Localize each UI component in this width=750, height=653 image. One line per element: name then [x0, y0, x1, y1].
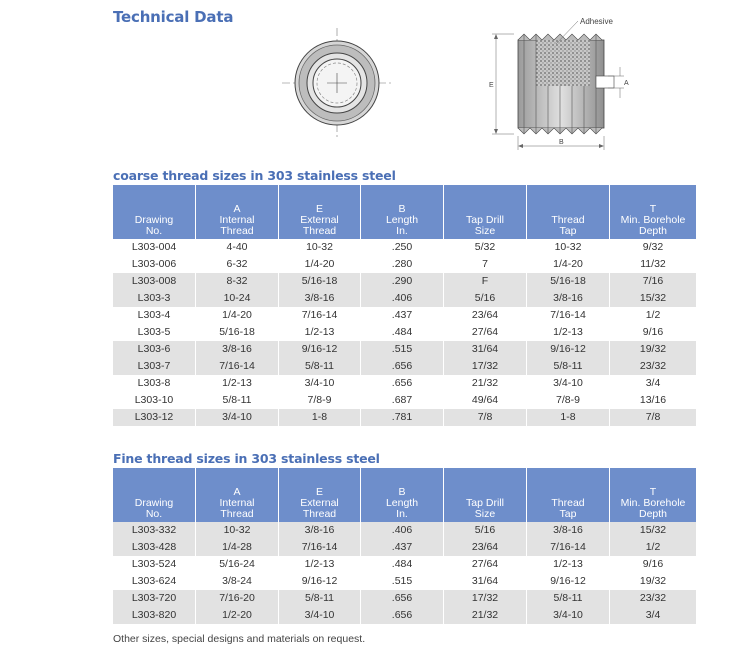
table-cell: 15/32	[610, 290, 696, 307]
table-row	[113, 539, 696, 556]
table-row	[113, 256, 696, 273]
table-cell: .687	[361, 392, 444, 409]
table-cell: .250	[361, 239, 444, 256]
column-header	[279, 185, 361, 239]
table-cell: 7/16-14	[196, 358, 279, 375]
column-header	[444, 185, 527, 239]
table-cell: .290	[361, 273, 444, 290]
table-cell: 7/16-14	[279, 307, 361, 324]
table-cell: 1/2	[610, 539, 696, 556]
table-cell: 1/2-13	[527, 324, 610, 341]
table-cell: 21/32	[444, 607, 527, 624]
column-header-line: Size	[474, 508, 496, 520]
column-header	[113, 185, 196, 239]
table-cell: 5/32	[444, 239, 527, 256]
dimension-e-label: E	[489, 82, 494, 89]
table-row	[113, 392, 696, 409]
table-row	[113, 607, 696, 624]
table-cell: 1/4-20	[279, 256, 361, 273]
table-cell: .280	[361, 256, 444, 273]
column-header-line: Internal	[219, 214, 255, 226]
table-cell: 7/16-14	[527, 539, 610, 556]
table-cell: 3/8-16	[279, 522, 361, 539]
table-cell: 3/8-24	[196, 573, 279, 590]
adhesive-label: Adhesive	[580, 17, 613, 26]
column-header	[196, 468, 279, 522]
coarse-thread-table	[113, 185, 696, 426]
table-cell: L303-8	[113, 375, 196, 392]
table-cell: 8-32	[196, 273, 279, 290]
column-header-line: Min. Borehole	[620, 214, 686, 226]
table-row	[113, 307, 696, 324]
table-cell: .656	[361, 607, 444, 624]
table-cell: 3/4	[610, 607, 696, 624]
table-cell: .406	[361, 522, 444, 539]
table-cell: L303-524	[113, 556, 196, 573]
table-cell: 31/64	[444, 573, 527, 590]
table-row	[113, 358, 696, 375]
column-header-line: External	[300, 497, 339, 509]
table-cell: 7	[444, 256, 527, 273]
table-cell: L303-008	[113, 273, 196, 290]
fine-section-title: Fine thread sizes in 303 stainless steel	[113, 451, 380, 466]
column-header	[527, 185, 610, 239]
table-row	[113, 573, 696, 590]
table-cell: 10-32	[279, 239, 361, 256]
column-header-line: Thread	[220, 225, 254, 237]
dimension-a-label: A	[624, 80, 629, 87]
table-cell: 21/32	[444, 375, 527, 392]
table-cell: 3/8-16	[196, 341, 279, 358]
column-header-line: Thread	[302, 225, 337, 237]
table-cell: 5/8-11	[279, 358, 361, 375]
table-cell: 5/16-18	[279, 273, 361, 290]
table-cell: .656	[361, 590, 444, 607]
table-cell: 7/8-9	[279, 392, 361, 409]
table-cell: 7/16	[610, 273, 696, 290]
column-header-line: Depth	[638, 225, 668, 237]
column-header-line: Thread	[551, 497, 585, 509]
insert-front-view-drawing	[282, 28, 392, 138]
coarse-table-body	[113, 239, 696, 426]
dimension-b-label: B	[559, 139, 564, 146]
column-header-line: Internal	[219, 497, 255, 509]
table-cell: 1/4-20	[527, 256, 610, 273]
column-header-line: No.	[145, 225, 163, 237]
column-header-line: In.	[396, 225, 408, 237]
table-row	[113, 341, 696, 358]
table-cell: 17/32	[444, 358, 527, 375]
table-cell: 1/4-28	[196, 539, 279, 556]
table-cell: L303-332	[113, 522, 196, 539]
table-cell: 1/2-13	[196, 375, 279, 392]
table-cell: 7/16-14	[279, 539, 361, 556]
column-header	[361, 468, 444, 522]
insert-side-view-drawing	[484, 12, 644, 154]
table-cell: .515	[361, 341, 444, 358]
table-cell: 23/64	[444, 539, 527, 556]
table-cell: 3/4	[645, 377, 661, 389]
table-cell: L303-624	[113, 573, 196, 590]
table-cell: 9/16-12	[527, 573, 610, 590]
table-cell: 7/8	[444, 409, 527, 426]
page-title: Technical Data	[113, 8, 234, 26]
table-row	[113, 590, 696, 607]
column-header	[610, 468, 696, 522]
table-cell: 7/16-14	[527, 307, 610, 324]
footnote: Other sizes, special designs and materials on request.	[113, 633, 366, 645]
table-cell: 27/64	[444, 324, 527, 341]
column-header-line: Thread	[551, 214, 585, 226]
table-cell: 7/8-9	[527, 392, 610, 409]
table-cell: 1/2-13	[279, 324, 361, 341]
table-cell: 5/16	[444, 522, 527, 539]
table-cell: 9/16	[642, 326, 664, 338]
table-cell: L303-5	[113, 324, 196, 341]
table-cell: L303-820	[113, 607, 196, 624]
column-header-line: Length	[385, 214, 419, 226]
table-cell: .656	[361, 358, 444, 375]
table-cell: 9/16-12	[279, 573, 361, 590]
column-header-line: T	[649, 486, 657, 498]
table-cell: 4-40	[196, 239, 279, 256]
table-cell: 13/16	[639, 394, 667, 406]
table-row	[113, 273, 696, 290]
table-cell: 5/8-11	[527, 358, 610, 375]
table-row	[113, 409, 696, 426]
column-header	[196, 185, 279, 239]
table-cell: 7/8	[610, 409, 696, 426]
table-cell: 9/16	[642, 558, 664, 570]
column-header-line: No.	[145, 508, 163, 520]
column-header-line: Tap	[559, 225, 577, 237]
table-cell: L303-3	[113, 290, 196, 307]
table-row	[113, 324, 696, 341]
column-header-line: Depth	[638, 508, 668, 520]
column-header	[527, 468, 610, 522]
column-header-line: E	[315, 203, 323, 215]
coarse-table-header	[113, 185, 696, 239]
column-header-line: External	[300, 214, 339, 226]
table-cell: 6-32	[196, 256, 279, 273]
fine-table-body	[113, 522, 696, 624]
table-cell: .437	[361, 307, 444, 324]
table-cell: 9/32	[642, 241, 664, 253]
table-row	[113, 290, 696, 307]
table-row	[113, 522, 696, 539]
table-cell: L303-004	[113, 239, 196, 256]
fine-thread-table	[113, 468, 696, 624]
column-header-line: Size	[474, 225, 496, 237]
table-cell: 7/16-20	[196, 590, 279, 607]
column-header-line: Tap Drill	[466, 497, 504, 509]
table-cell: 10-32	[196, 522, 279, 539]
table-cell: 1/2-13	[279, 556, 361, 573]
table-cell: 3/4-10	[279, 375, 361, 392]
column-header-line: A	[233, 203, 241, 215]
column-header-line: In.	[396, 508, 408, 520]
table-cell: 23/64	[444, 307, 527, 324]
table-cell: 49/64	[444, 392, 527, 409]
table-cell: 11/32	[640, 258, 666, 270]
table-cell: 9/16-12	[527, 341, 610, 358]
table-cell: 5/16-24	[196, 556, 279, 573]
table-cell: L303-6	[113, 341, 196, 358]
column-header-line: Thread	[220, 508, 254, 520]
column-header-line: Min. Borehole	[620, 497, 686, 509]
table-cell: 5/16	[444, 290, 527, 307]
table-cell: .656	[361, 375, 444, 392]
table-cell: 5/8-11	[527, 590, 610, 607]
table-cell: .781	[361, 409, 444, 426]
column-header	[113, 468, 196, 522]
column-header	[610, 185, 696, 239]
table-cell: 3/4-10	[527, 607, 610, 624]
table-cell: 1/2-20	[196, 607, 279, 624]
column-header-line: B	[398, 203, 406, 215]
table-cell: L303-720	[113, 590, 196, 607]
column-header-line: B	[398, 486, 406, 498]
table-cell: 5/16-18	[196, 324, 279, 341]
table-cell: 1/4-20	[196, 307, 279, 324]
table-row	[113, 239, 696, 256]
column-header-line: T	[649, 203, 657, 215]
table-cell: 3/8-16	[527, 290, 610, 307]
column-header-line: Drawing	[134, 214, 174, 226]
table-cell: 3/8-16	[527, 522, 610, 539]
table-cell: 3/4-10	[196, 409, 279, 426]
table-cell: .406	[361, 290, 444, 307]
fine-table-header	[113, 468, 696, 522]
table-cell: .515	[361, 573, 444, 590]
table-cell: 3/4-10	[527, 375, 610, 392]
coarse-section-title: coarse thread sizes in 303 stainless steel	[113, 168, 396, 183]
table-cell: 23/32	[610, 358, 696, 375]
column-header	[279, 468, 361, 522]
table-cell: L303-7	[113, 358, 196, 375]
column-header-line: Thread	[302, 508, 337, 520]
table-cell: 5/8-11	[279, 590, 361, 607]
table-row	[113, 375, 696, 392]
table-cell: 31/64	[444, 341, 527, 358]
table-cell: 10-24	[196, 290, 279, 307]
table-cell: 27/64	[444, 556, 527, 573]
table-cell: 3/4-10	[279, 607, 361, 624]
column-header-line: Tap	[559, 508, 577, 520]
table-cell: L303-10	[113, 392, 196, 409]
table-cell: 19/32	[639, 575, 667, 587]
table-cell: 1/2-13	[527, 556, 610, 573]
table-cell: .484	[361, 324, 444, 341]
column-header-line: Tap Drill	[466, 214, 504, 226]
table-cell: F	[444, 273, 527, 290]
table-row	[113, 556, 696, 573]
table-cell: L303-4	[113, 307, 196, 324]
table-cell: 1-8	[527, 409, 610, 426]
table-cell: .484	[361, 556, 444, 573]
table-cell: 19/32	[610, 341, 696, 358]
column-header	[361, 185, 444, 239]
table-cell: 17/32	[444, 590, 527, 607]
table-cell: 1-8	[279, 409, 361, 426]
column-header-line: Drawing	[134, 497, 174, 509]
table-cell: L303-006	[113, 256, 196, 273]
table-cell: L303-428	[113, 539, 196, 556]
column-header-line: Length	[385, 497, 419, 509]
table-cell: .437	[361, 539, 444, 556]
table-cell: L303-12	[113, 409, 196, 426]
table-cell: 5/16-18	[527, 273, 610, 290]
table-cell: 15/32	[610, 522, 696, 539]
table-cell: 9/16-12	[279, 341, 361, 358]
column-header-line: A	[233, 486, 241, 498]
table-cell: 10-32	[527, 239, 610, 256]
column-header	[444, 468, 527, 522]
table-cell: 5/8-11	[196, 392, 279, 409]
table-cell: 1/2	[645, 309, 661, 321]
column-header-line: E	[315, 486, 323, 498]
table-cell: 3/8-16	[279, 290, 361, 307]
table-cell: 23/32	[610, 590, 696, 607]
